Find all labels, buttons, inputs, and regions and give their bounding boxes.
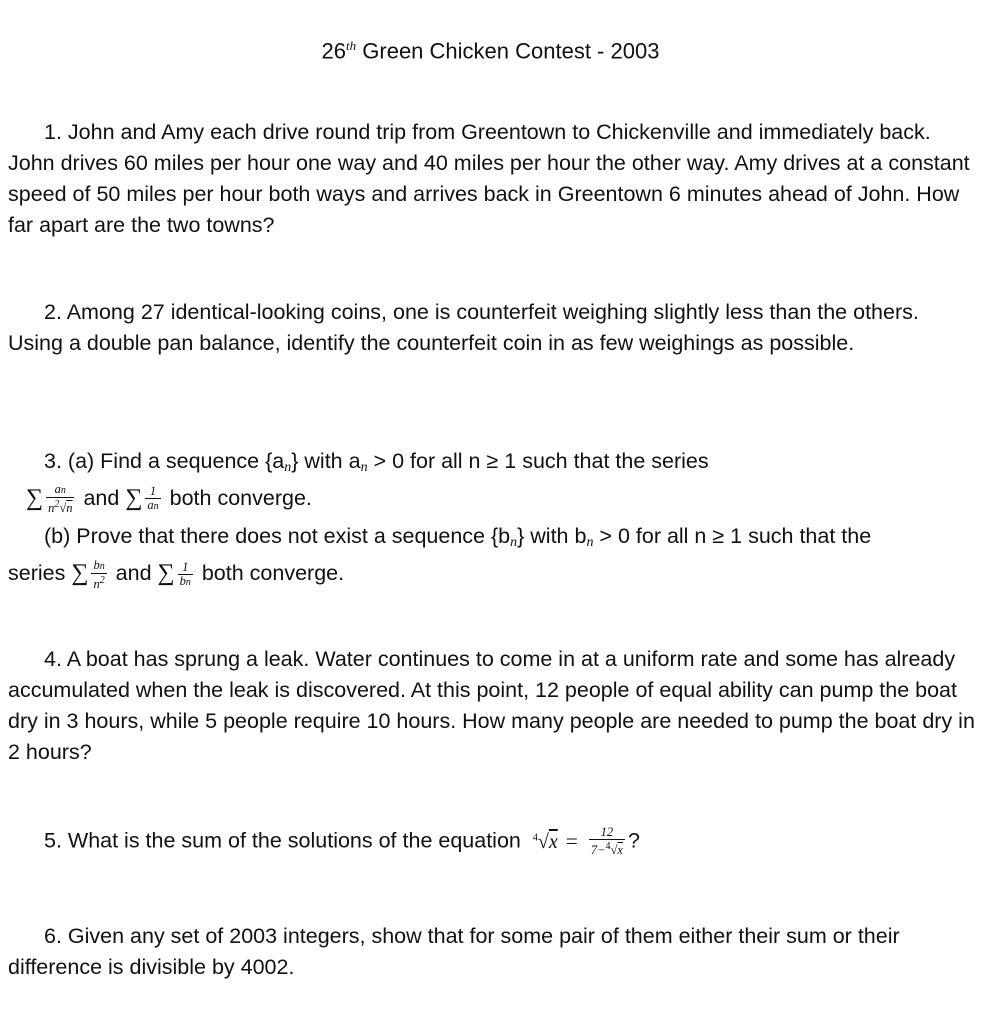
fraction-1-over-bn: $\frac{1}{bn}$ xyxy=(179,559,191,588)
fraction-12-over-7-minus-root-x: $\frac{12}{7-^4√x}$ xyxy=(590,825,623,858)
problem-4-text: 4. A boat has sprung a leak. Water continues to come in at a uniform rate and some has already accumulated when the leak is discovered. At this point, 12 people of equal ability can pump the boat dry in 3 hours, while 5 people require 10 hours. How many people are needed to pump the boat dry in 2 hours? xyxy=(8,647,975,764)
problem-2 xyxy=(8,297,976,359)
problem-3b-line-1: (b) Prove that there does not exist a sequence $\{b_n\}$ with $b_n > 0$ for all n ≥ 1 such that the xyxy=(44,524,872,551)
problem-1 xyxy=(8,117,976,241)
title-ordinal: 26 xyxy=(321,38,347,64)
problem-4 xyxy=(8,644,976,768)
problem-5: 5. What is the sum of the solutions of the equation $^4$√x = $\frac{12}{7-^4√x}$ ? xyxy=(44,825,640,858)
problem-5-text: 5. What is the sum of the solutions of the equation xyxy=(44,828,527,853)
problem-1-text: 1. John and Amy each drive round trip from Greentown to Chickenville and immediately back. John drives 60 miles per hour one way and 40 miles per hour the other way. Amy drives at a constant speed of 50 miles per hour both ways and arrives back in Greentown 6 minutes ahead of John. How far apart are the two towns? xyxy=(8,120,970,237)
equation-lhs: $^4$√x xyxy=(532,830,558,853)
problem-3a-line-2: ∑ $\frac{an}{n^2√n}$ and ∑ $\frac{1}{an}$ both converge. xyxy=(26,482,312,516)
problem-2-text: 2. Among 27 identical-looking coins, one is counterfeit weighing slightly less than the others. Using a double pan balance, identify the counterfeit coin in as few weighings as possible. xyxy=(8,300,919,355)
fraction-1-over-an: $\frac{1}{an}$ xyxy=(147,484,159,513)
problem-3 xyxy=(8,446,976,591)
fraction-an-over-n2-root-n: $\frac{an}{n^2√n}$ xyxy=(48,482,73,516)
problem-6-text: 6. Given any set of 2003 integers, show that for some pair of them either their sum or their difference is divisible by 4002. xyxy=(8,924,900,979)
problem-3a-line-1: 3. (a) Find a sequence $\{a_n\}$ with $a_n > 0$ for all n ≥ 1 such that the series xyxy=(44,449,709,475)
problem-6 xyxy=(8,921,976,983)
fraction-bn-over-n2: $\frac{bn}{n^2}$ xyxy=(93,557,105,591)
page-title xyxy=(0,32,981,65)
title-rest: Green Chicken Contest - 2003 xyxy=(356,38,660,64)
title-ordinal-suffix: th xyxy=(346,38,357,53)
problem-3b-line-2: series ∑ $\frac{bn}{n^2}$ and ∑ $\frac{1}{bn}$ both converge. xyxy=(8,557,345,591)
